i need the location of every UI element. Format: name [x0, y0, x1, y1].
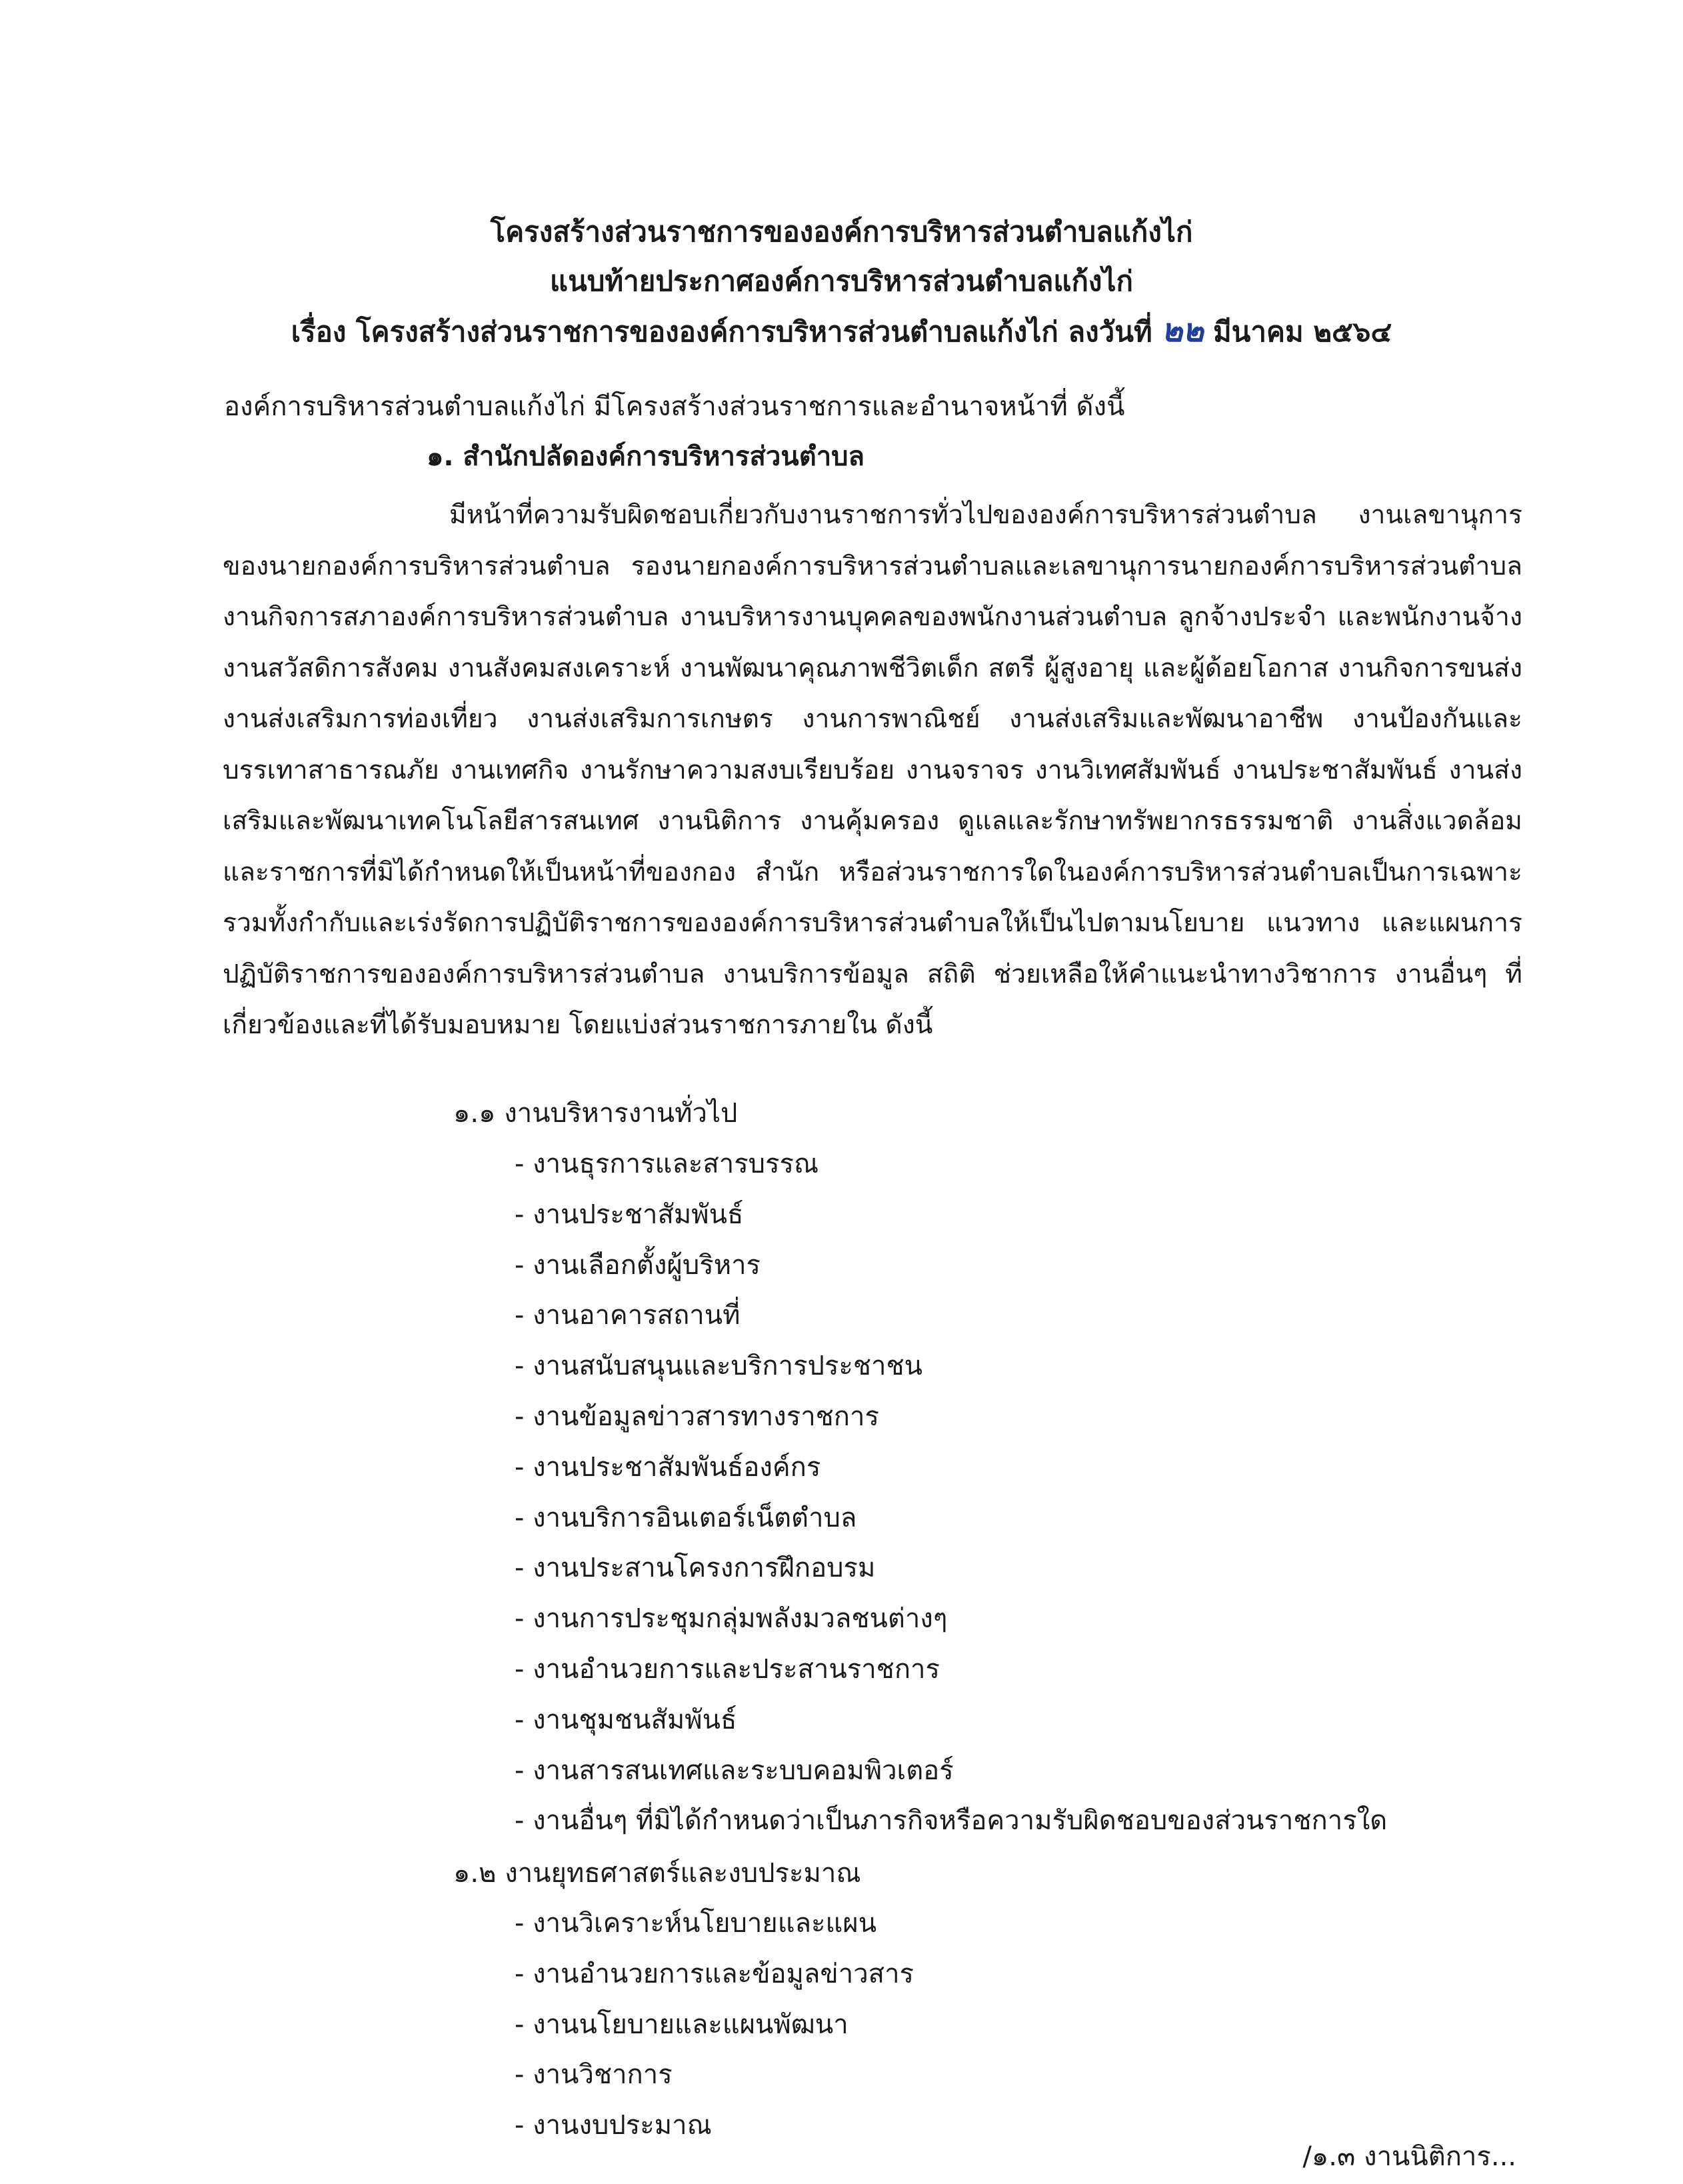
list-item: - งานนโยบายและแผนพัฒนา	[515, 2009, 848, 2040]
document-title: โครงสร้างส่วนราชการขององค์การบริหารส่วนตำบลแก้งไก่	[490, 215, 1193, 248]
document-subject-line	[0, 311, 1683, 352]
intro-line: องค์การบริหารส่วนตำบลแก้งไก่ มีโครงสร้างส่วนราชการและอำนาจหน้าที่ ดังนี้	[224, 391, 1125, 422]
list-item: - งานอำนวยการและประสานราชการ	[515, 1653, 940, 1685]
subsection-heading-1: ๑.๑ งานบริหารงานทั่วไป	[453, 1098, 738, 1129]
list-item: - งานสนับสนุนและบริการประชาชน	[515, 1351, 923, 1382]
list-item: - งานสารสนเทศและระบบคอมพิวเตอร์	[515, 1755, 954, 1786]
list-item: - งานงบประมาณ	[515, 2110, 712, 2141]
handwritten-date: ๒๒	[1161, 312, 1204, 349]
subject-suffix: มีนาคม ๒๕๖๔	[1212, 315, 1392, 348]
list-item: - งานการประชุมกลุ่มพลังมวลชนต่างๆ	[515, 1603, 948, 1635]
list-item: - งานอื่นๆ ที่มิได้กำหนดว่าเป็นภารกิจหรือความรับผิดชอบของส่วนราชการใด	[515, 1805, 1388, 1837]
list-item: - งานอาคารสถานที่	[515, 1300, 741, 1331]
subject-prefix: เรื่อง โครงสร้างส่วนราชการขององค์การบริหารส่วนตำบลแก้งไก่ ลงวันที่	[291, 315, 1152, 348]
list-item: - งานข้อมูลข่าวสารทางราชการ	[515, 1401, 879, 1432]
list-item: - งานวิชาการ	[515, 2059, 673, 2091]
page-continuation: /๑.๓ งานนิติการ...	[1302, 2141, 1516, 2172]
list-item: - งานบริการอินเตอร์เน็ตตำบล	[515, 1502, 857, 1533]
subsection-heading-2: ๑.๒ งานยุทธศาสตร์และงบประมาณ	[453, 1858, 861, 1889]
document-subtitle: แนบท้ายประกาศองค์การบริหารส่วนตำบลแก้งไก่	[550, 265, 1133, 297]
list-item: - งานประชาสัมพันธ์	[515, 1199, 744, 1230]
list-item: - งานชุมชนสัมพันธ์	[515, 1704, 737, 1735]
list-item: - งานเลือกตั้งผู้บริหาร	[515, 1249, 761, 1281]
subsection-list-1	[515, 1144, 1387, 1851]
section-paragraph: มีหน้าที่ความรับผิดชอบเกี่ยวกับงานราชการทั่วไปขององค์การบริหารส่วนตำบล งานเลขานุการของนายกองค์การบริหารส่วนตำบล รองนายกองค์การบริหารส่วนตำบลและเลขานุการนายกองค์การบริหารส่วนตำบล งานกิจการสภาองค์การบริหารส่วนตำบล งานบริหารงานบุคคลของพนักงานส่วนตำบล ลูกจ้างประจำ และพนักงานจ้าง งานสวัสดิการสังคม งานสังคมสงเคราะห์ งานพัฒนาคุณภาพชีวิตเด็ก สตรี ผู้สูงอายุ และผู้ด้อยโอกาส งานกิจการขนส่ง งานส่งเสริมการท่องเที่ยว งานส่งเสริมการเกษตร งานการพาณิชย์ งานส่งเสริมและพัฒนาอาชีพ งานป้องกันและบรรเทาสาธารณภัย งานเทศกิจ งานรักษาความสงบเรียบร้อย งานจราจร งานวิเทศสัมพันธ์ งานประชาสัมพันธ์ งานส่งเสริมและพัฒนาเทคโนโลยีสารสนเทศ งานนิติการ งานคุ้มครอง ดูแลและรักษาทรัพยากรธรรมชาติ งานสิ่งแวดล้อม และราชการที่มิได้กำหนดให้เป็นหน้าที่ของกอง สำนัก หรือส่วนราชการใดในองค์การบริหารส่วนตำบลเป็นการเฉพาะ รวมทั้งกำกับและเร่งรัดการปฏิบัติราชการขององค์การบริหารส่วนตำบลให้เป็นไปตามนโยบาย แนวทาง และแผนการปฏิบัติราชการขององค์การบริหารส่วนตำบล งานบริการข้อมูล สถิติ ช่วยเหลือให้คำแนะนำทางวิชาการ งานอื่นๆ ที่เกี่ยวข้องและที่ได้รับมอบหมาย โดยแบ่งส่วนราชการภายใน ดังนี้	[223, 500, 1522, 1040]
list-item: - งานประสานโครงการฝึกอบรม	[515, 1553, 876, 1584]
section-heading: ๑. สำนักปลัดองค์การบริหารส่วนตำบล	[427, 441, 865, 472]
list-item: - งานประชาสัมพันธ์องค์กร	[515, 1451, 821, 1483]
list-item: - งานอำนวยการและข้อมูลข่าวสาร	[515, 1958, 914, 1989]
list-item: - งานธุรการและสารบรรณ	[515, 1149, 819, 1179]
subsection-list-2	[515, 1903, 914, 2156]
list-item: - งานวิเคราะห์นโยบายและแผน	[515, 1908, 877, 1939]
